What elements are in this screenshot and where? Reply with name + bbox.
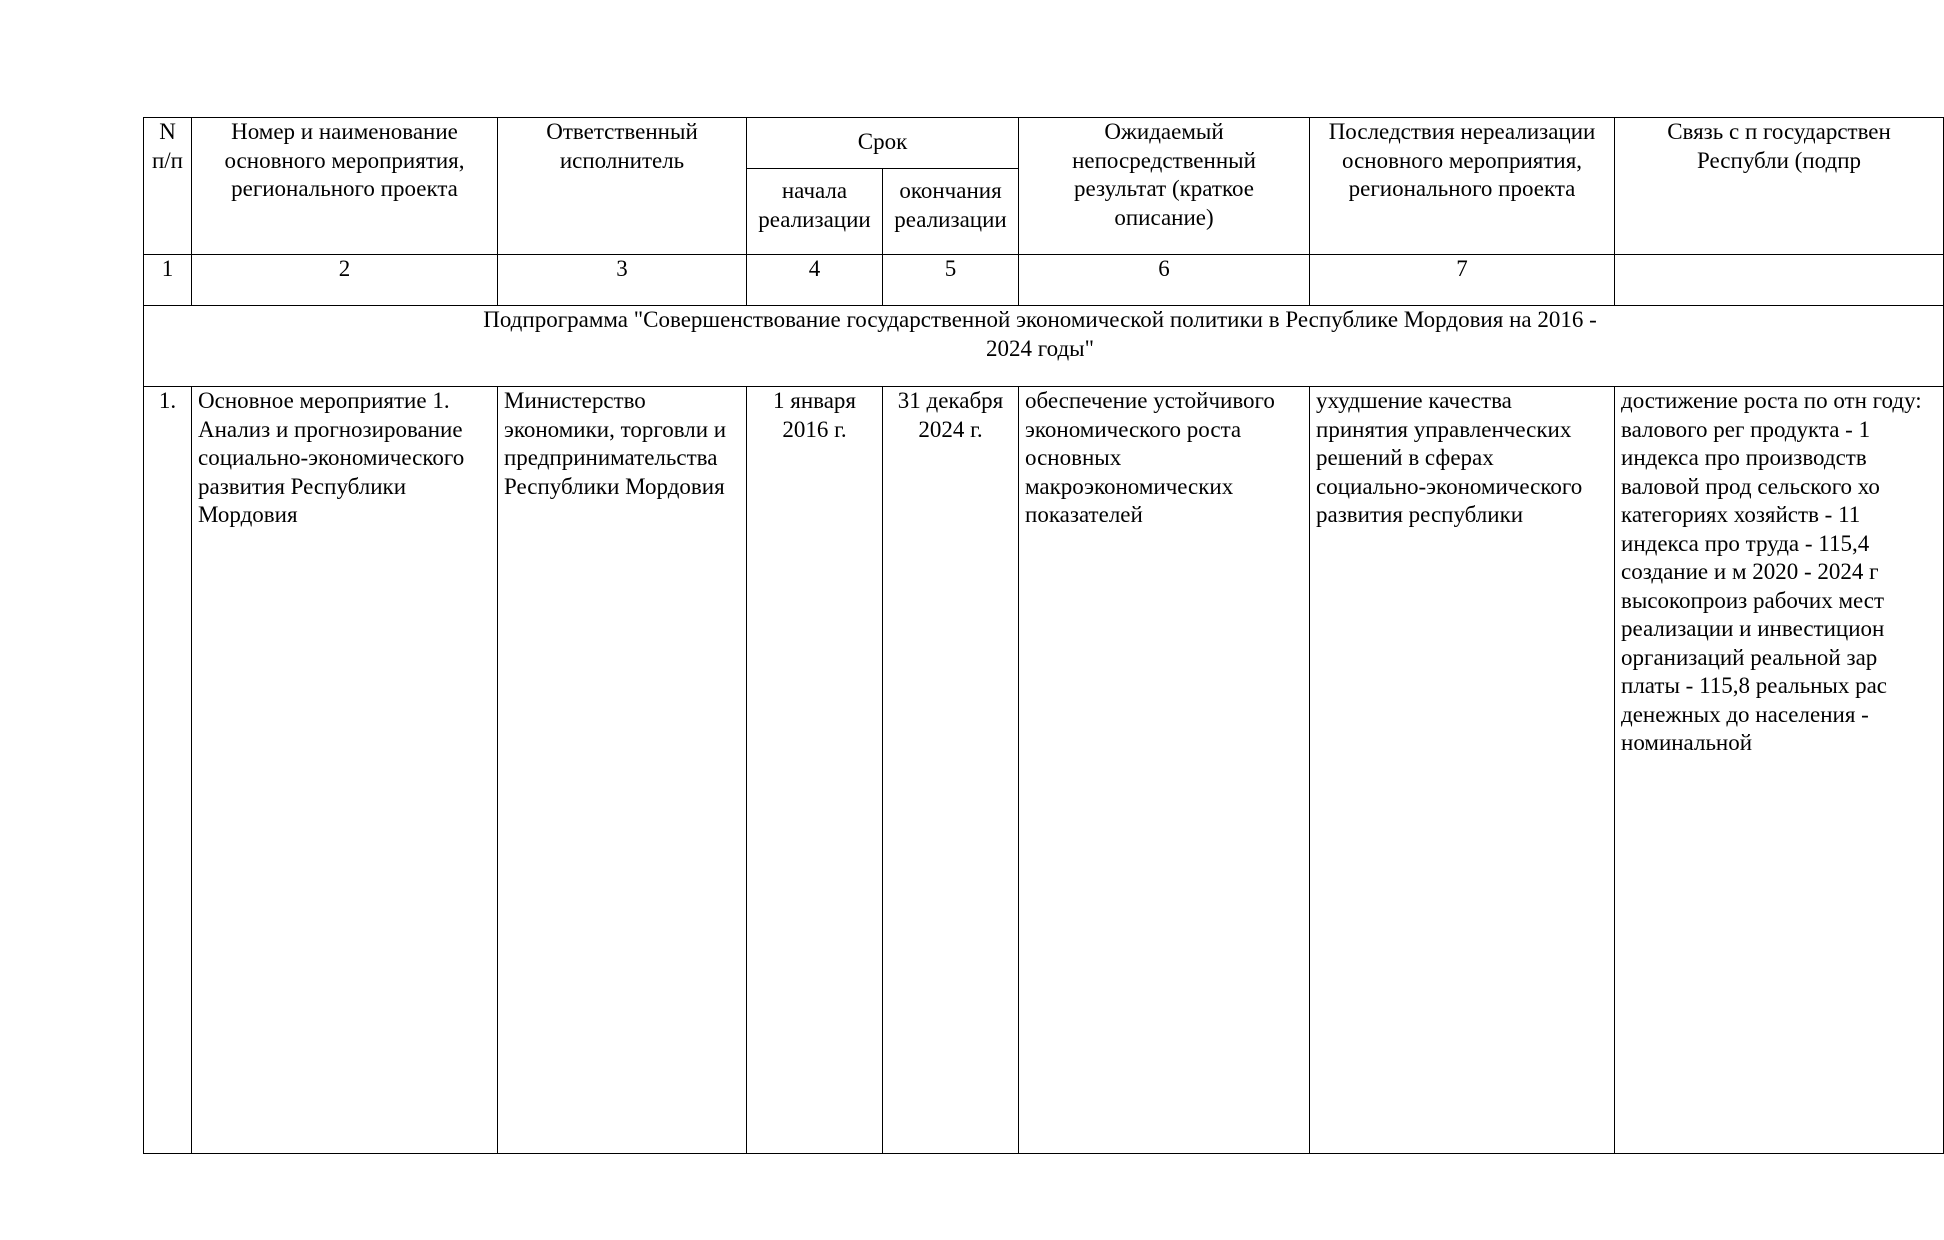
column-number: 3 (498, 255, 747, 306)
row-start-date: 1 января 2016 г. (747, 387, 883, 1154)
column-number: 7 (1310, 255, 1615, 306)
table-row (144, 387, 1944, 1154)
column-numbers-row (144, 255, 1944, 306)
row-end-date: 31 декабря 2024 г. (883, 387, 1019, 1154)
document-page (143, 117, 1922, 1157)
column-number: 5 (883, 255, 1019, 306)
row-executor: Министерство экономики, торговли и предпринимательства Республики Мордовия (498, 387, 747, 1154)
column-number: 4 (747, 255, 883, 306)
header-num: N п/п (144, 118, 192, 255)
row-measure-name: Основное мероприятие 1. Анализ и прогнозирование социально-экономического развития Республики Мордовия (192, 387, 498, 1154)
header-executor: Ответственный исполнитель (498, 118, 747, 255)
header-name: Номер и наименование основного мероприятия, регионального проекта (192, 118, 498, 255)
row-expected-result: обеспечение устойчивого экономического роста основных макроэкономических показателей (1019, 387, 1310, 1154)
header-consequences: Последствия нереализации основного мероприятия, регионального проекта (1310, 118, 1615, 255)
program-measures-table (143, 117, 1944, 1154)
subprogram-title: Подпрограмма "Совершенствование государственной экономической политики в Республике Мордовия на 2016 - 2024 годы" (483, 307, 1597, 361)
column-number (1615, 255, 1944, 306)
header-result: Ожидаемый непосредственный результат (краткое описание) (1019, 118, 1310, 255)
header-end: окончания реализации (883, 169, 1019, 255)
subprogram-row (144, 306, 1944, 387)
header-link: Связь с п государствен Республи (подпр (1615, 118, 1944, 255)
row-consequences: ухудшение качества принятия управленческих решений в сферах социально-экономического развития республики (1310, 387, 1615, 1154)
column-number: 2 (192, 255, 498, 306)
column-number: 1 (144, 255, 192, 306)
header-term: Срок (747, 118, 1019, 169)
header-start: начала реализации (747, 169, 883, 255)
column-number: 6 (1019, 255, 1310, 306)
row-number: 1. (144, 387, 192, 1154)
row-program-link: достижение роста по отн году: валового рег продукта - 1 индекса про производств валовой прод сельского хо категориях хозяйств - 11 индекса про труда - 115,4 создание и м 2020 - 2024 г высокопроиз рабочих мест реализации и инвестицион организаций реальной зар платы - 115,8 реальных рас денежных до населения - номинальной (1615, 387, 1944, 1154)
header-row (144, 118, 1944, 169)
